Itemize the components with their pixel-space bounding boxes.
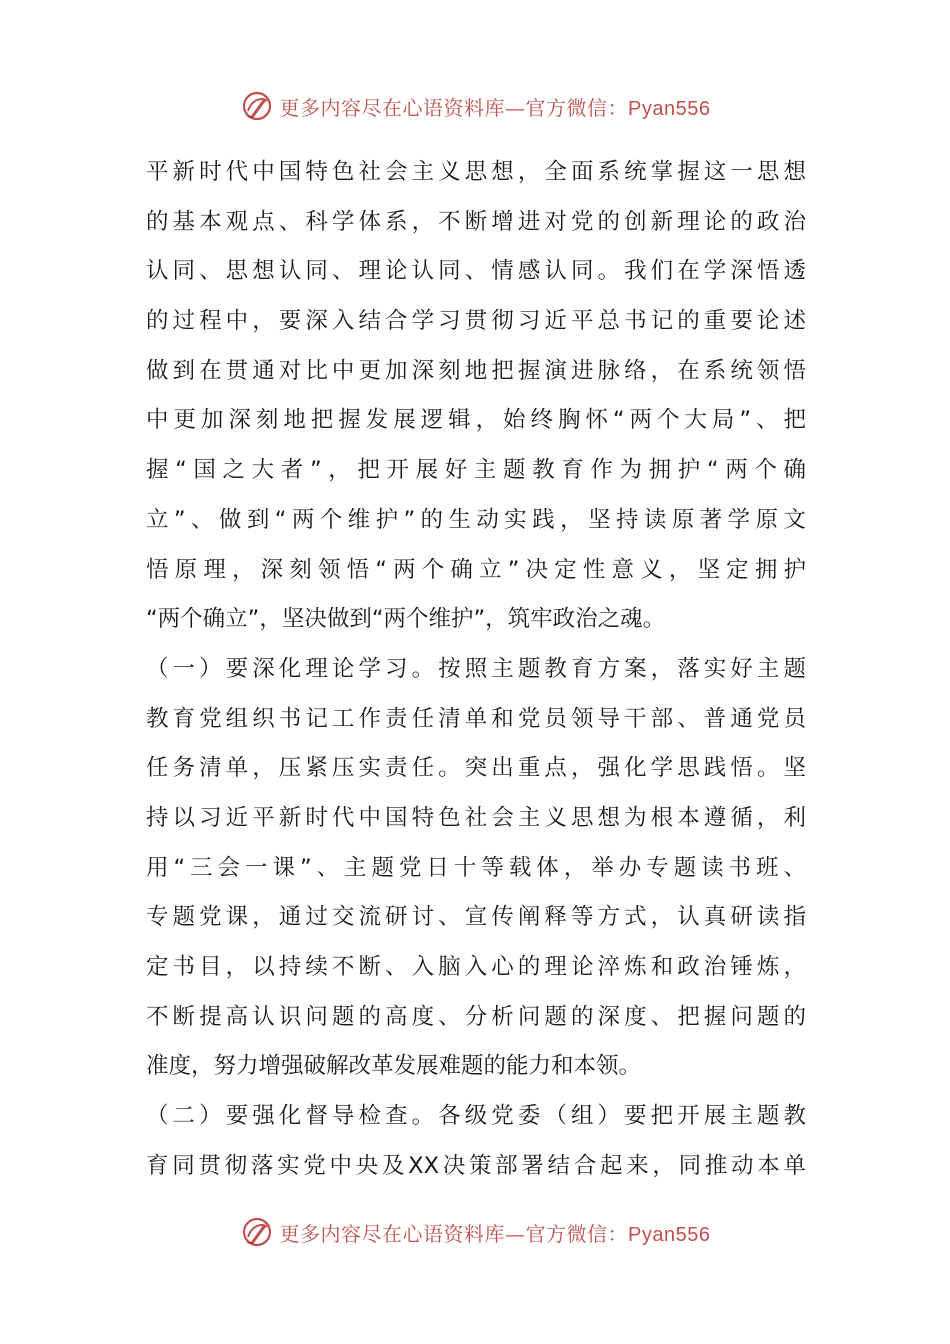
text-line: 立”、做到“两个维护”的生动实践，坚持读原著学原文: [146, 506, 806, 533]
footer-text: [280, 1218, 711, 1247]
header-banner: [0, 86, 950, 126]
text-line: （二）要强化督导检查。各级党委（组）要把开展主题教: [146, 1103, 806, 1130]
text-line: 的基本观点、科学体系，不断增进对党的创新理论的政治: [146, 208, 806, 235]
text-line: 中更加深刻地把握发展逻辑，始终胸怀“两个大局”、把: [146, 407, 806, 434]
text-line: “两个确立”，坚决做到“两个维护”，筑牢政治之魂。: [146, 606, 666, 633]
footer-banner: [0, 1212, 950, 1252]
text-line: 育同贯彻落实党中央及XX决策部署结合起来，同推动本单: [146, 1152, 806, 1179]
text-line: 准度，努力增强破解改革发展难题的能力和本领。: [146, 1053, 642, 1080]
text-line: 的过程中，要深入结合学习贯彻习近平总书记的重要论述: [146, 308, 806, 335]
text-line: 教育党组织书记工作责任清单和党员领导干部、普通党员: [146, 705, 806, 732]
text-line: 握“国之大者”，把开展好主题教育作为拥护“两个确: [146, 457, 806, 484]
header-title: 更多内容尽在心语资料库: [279, 95, 506, 120]
text-line: 悟原理，深刻领悟“两个确立”决定性意义，坚定拥护: [146, 556, 806, 583]
text-line: 平新时代中国特色社会主义思想，全面系统掌握这一思想: [146, 159, 806, 185]
pen-swirl-logo-icon: [240, 1215, 274, 1249]
header-text: [280, 92, 711, 121]
text-line: 任务清单，压紧压实责任。突出重点，强化学思践悟。坚: [146, 755, 806, 782]
text-line: 专题党课，通过交流研讨、宣传阐释等方式，认真研读指: [146, 904, 806, 931]
footer-separator: —: [505, 1221, 526, 1246]
header-contact-label: 官方微信：: [525, 95, 629, 120]
document-body: [146, 148, 806, 1191]
header-separator: —: [505, 95, 526, 120]
footer-contact-id: Pyan556: [628, 1223, 711, 1246]
text-line: 做到在贯通对比中更加深刻地把握演进脉络，在系统领悟: [146, 357, 806, 384]
text-line: 认同、思想认同、理论认同、情感认同。我们在学深悟透: [146, 258, 806, 285]
header-contact-id: Pyan556: [628, 97, 711, 120]
text-line: （一）要深化理论学习。按照主题教育方案，落实好主题: [146, 655, 806, 682]
footer-title: 更多内容尽在心语资料库: [279, 1221, 506, 1246]
text-line: 持以习近平新时代中国特色社会主义思想为根本遵循，利: [146, 804, 806, 831]
text-line: 不断提高认识问题的高度、分析问题的深度、把握问题的: [146, 1003, 806, 1030]
text-line: 定书目，以持续不断、入脑入心的理论淬炼和政治锤炼，: [146, 954, 806, 980]
pen-swirl-logo-icon: [240, 89, 274, 123]
footer-contact-label: 官方微信：: [525, 1221, 629, 1246]
text-line: 用“三会一课”、主题党日十等载体，举办专题读书班、: [146, 854, 806, 881]
